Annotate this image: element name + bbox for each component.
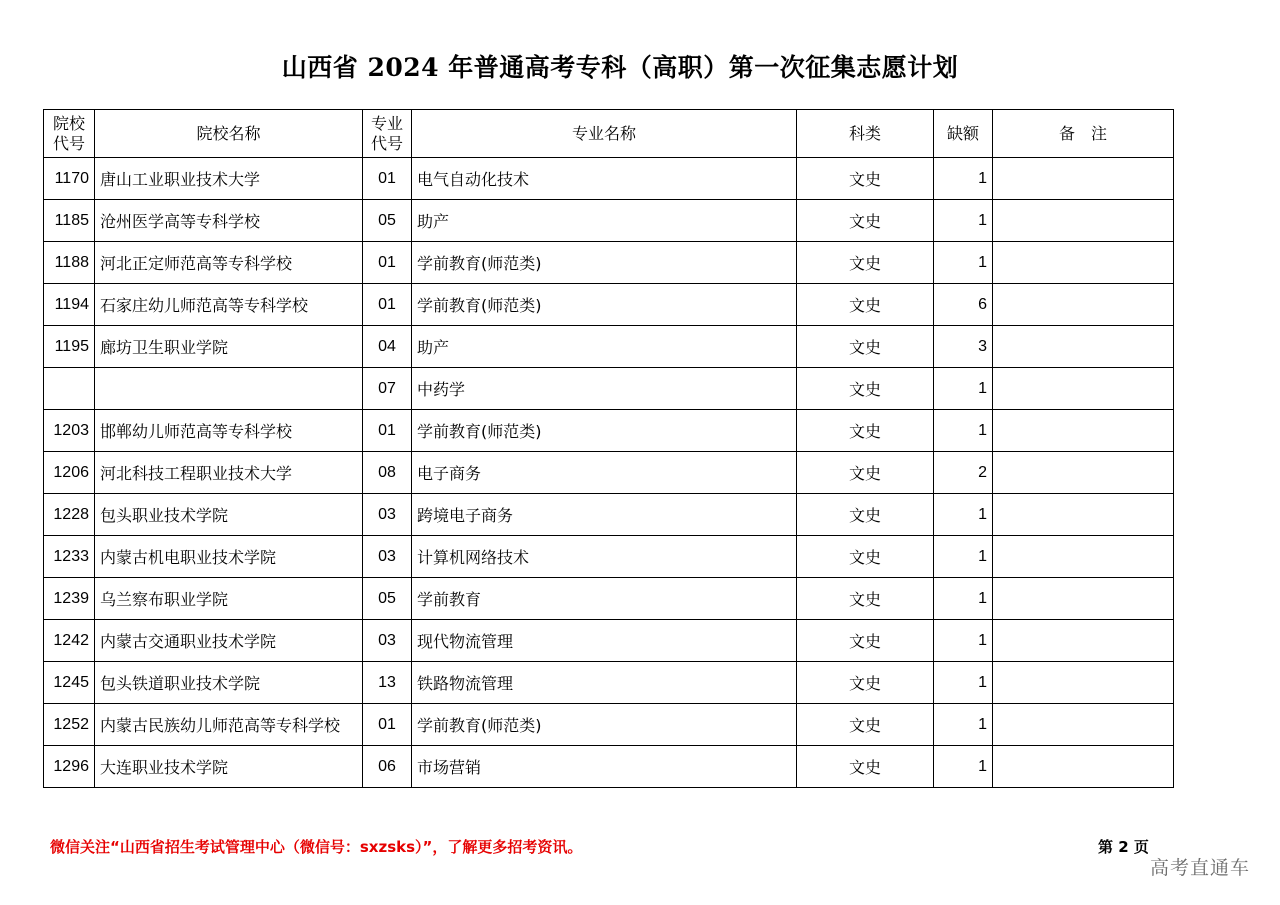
school-code-cell: 1239	[44, 578, 95, 620]
notes-cell	[993, 578, 1174, 620]
school-name-cell: 内蒙古机电职业技术学院	[95, 536, 363, 578]
school-code-cell: 1185	[44, 200, 95, 242]
subject-cell: 文史	[797, 620, 934, 662]
notes-cell	[993, 494, 1174, 536]
school-code-cell: 1252	[44, 704, 95, 746]
vacancies-cell: 1	[934, 620, 993, 662]
school-code-cell: 1195	[44, 326, 95, 368]
school-code-cell: 1296	[44, 746, 95, 788]
major-name-cell: 学前教育(师范类)	[412, 242, 797, 284]
wechat-notice: 微信关注“山西省招生考试管理中心（微信号：sxzsks）”，了解更多招考资讯。	[50, 838, 583, 856]
school-code-cell: 1206	[44, 452, 95, 494]
vacancies-cell: 6	[934, 284, 993, 326]
subject-cell: 文史	[797, 536, 934, 578]
school-name-cell: 石家庄幼儿师范高等专科学校	[95, 284, 363, 326]
school-name-cell: 包头职业技术学院	[95, 494, 363, 536]
notes-cell	[993, 368, 1174, 410]
notes-cell	[993, 620, 1174, 662]
major-name-cell: 跨境电子商务	[412, 494, 797, 536]
school-name-cell: 乌兰察布职业学院	[95, 578, 363, 620]
school-name-cell: 河北科技工程职业技术大学	[95, 452, 363, 494]
major-name-cell: 助产	[412, 326, 797, 368]
notes-cell	[993, 158, 1174, 200]
school-name-cell: 包头铁道职业技术学院	[95, 662, 363, 704]
table-row	[44, 494, 1174, 536]
school-name-cell: 内蒙古交通职业技术学院	[95, 620, 363, 662]
school-code-cell: 1203	[44, 410, 95, 452]
subject-cell: 文史	[797, 452, 934, 494]
header-major-name: 专业名称	[412, 110, 797, 158]
major-code-cell: 13	[363, 662, 412, 704]
watermark: 高考直通车	[1149, 857, 1250, 879]
header-subject: 科类	[797, 110, 934, 158]
major-name-cell: 学前教育(师范类)	[412, 704, 797, 746]
major-code-cell: 04	[363, 326, 412, 368]
vacancies-cell: 1	[934, 746, 993, 788]
subject-cell: 文史	[797, 242, 934, 284]
vacancies-cell: 1	[934, 662, 993, 704]
enrollment-plan-table	[43, 109, 1174, 788]
table-row	[44, 284, 1174, 326]
school-code-cell: 1170	[44, 158, 95, 200]
page-title: 山西省 2024 年普通高考专科（高职）第一次征集志愿计划	[281, 53, 959, 82]
school-name-cell: 大连职业技术学院	[95, 746, 363, 788]
school-name-cell: 内蒙古民族幼儿师范高等专科学校	[95, 704, 363, 746]
school-code-cell: 1228	[44, 494, 95, 536]
major-code-cell: 03	[363, 536, 412, 578]
vacancies-cell: 1	[934, 242, 993, 284]
vacancies-cell: 1	[934, 158, 993, 200]
school-code-cell: 1194	[44, 284, 95, 326]
school-name-cell: 河北正定师范高等专科学校	[95, 242, 363, 284]
vacancies-cell: 2	[934, 452, 993, 494]
vacancies-cell: 1	[934, 578, 993, 620]
vacancies-cell: 1	[934, 536, 993, 578]
major-code-cell: 01	[363, 158, 412, 200]
subject-cell: 文史	[797, 410, 934, 452]
major-name-cell: 学前教育(师范类)	[412, 410, 797, 452]
header-major-code: 专业代号	[363, 110, 412, 158]
school-code-cell: 1233	[44, 536, 95, 578]
subject-cell: 文史	[797, 284, 934, 326]
subject-cell: 文史	[797, 368, 934, 410]
header-school-code: 院校代号	[44, 110, 95, 158]
subject-cell: 文史	[797, 200, 934, 242]
table-row	[44, 326, 1174, 368]
header-school-name: 院校名称	[95, 110, 363, 158]
vacancies-cell: 1	[934, 368, 993, 410]
table-row	[44, 410, 1174, 452]
header-row	[44, 110, 1174, 158]
notes-cell	[993, 284, 1174, 326]
major-code-cell: 01	[363, 242, 412, 284]
major-code-cell: 01	[363, 284, 412, 326]
subject-cell: 文史	[797, 578, 934, 620]
vacancies-cell: 1	[934, 410, 993, 452]
table-row	[44, 662, 1174, 704]
notes-cell	[993, 452, 1174, 494]
major-code-cell: 01	[363, 410, 412, 452]
school-code-cell: 1242	[44, 620, 95, 662]
major-name-cell: 中药学	[412, 368, 797, 410]
table-row	[44, 746, 1174, 788]
major-name-cell: 电气自动化技术	[412, 158, 797, 200]
table-row	[44, 200, 1174, 242]
notes-cell	[993, 410, 1174, 452]
subject-cell: 文史	[797, 158, 934, 200]
table-row	[44, 158, 1174, 200]
school-code-cell	[44, 368, 95, 410]
table-row	[44, 578, 1174, 620]
table-row	[44, 452, 1174, 494]
notes-cell	[993, 662, 1174, 704]
major-name-cell: 计算机网络技术	[412, 536, 797, 578]
major-name-cell: 市场营销	[412, 746, 797, 788]
notes-cell	[993, 326, 1174, 368]
vacancies-cell: 1	[934, 200, 993, 242]
school-name-cell: 廊坊卫生职业学院	[95, 326, 363, 368]
major-name-cell: 助产	[412, 200, 797, 242]
school-code-cell: 1245	[44, 662, 95, 704]
notes-cell	[993, 704, 1174, 746]
subject-cell: 文史	[797, 662, 934, 704]
table-row	[44, 704, 1174, 746]
table-header	[44, 110, 1174, 158]
major-code-cell: 08	[363, 452, 412, 494]
vacancies-cell: 1	[934, 704, 993, 746]
header-notes: 备 注	[993, 110, 1174, 158]
major-name-cell: 学前教育	[412, 578, 797, 620]
table-body	[44, 158, 1174, 788]
subject-cell: 文史	[797, 494, 934, 536]
notes-cell	[993, 536, 1174, 578]
major-code-cell: 03	[363, 620, 412, 662]
table-row	[44, 242, 1174, 284]
subject-cell: 文史	[797, 704, 934, 746]
major-name-cell: 铁路物流管理	[412, 662, 797, 704]
vacancies-cell: 1	[934, 494, 993, 536]
notes-cell	[993, 200, 1174, 242]
major-code-cell: 01	[363, 704, 412, 746]
major-code-cell: 05	[363, 578, 412, 620]
subject-cell: 文史	[797, 326, 934, 368]
page-number: 第 2 页	[1098, 838, 1149, 856]
school-name-cell	[95, 368, 363, 410]
school-name-cell: 邯郸幼儿师范高等专科学校	[95, 410, 363, 452]
major-name-cell: 现代物流管理	[412, 620, 797, 662]
vacancies-cell: 3	[934, 326, 993, 368]
notes-cell	[993, 746, 1174, 788]
notes-cell	[993, 242, 1174, 284]
school-code-cell: 1188	[44, 242, 95, 284]
major-code-cell: 06	[363, 746, 412, 788]
table-row	[44, 536, 1174, 578]
header-vacancies: 缺额	[934, 110, 993, 158]
table-row	[44, 368, 1174, 410]
major-name-cell: 电子商务	[412, 452, 797, 494]
major-code-cell: 05	[363, 200, 412, 242]
table-row	[44, 620, 1174, 662]
school-name-cell: 沧州医学高等专科学校	[95, 200, 363, 242]
subject-cell: 文史	[797, 746, 934, 788]
major-code-cell: 07	[363, 368, 412, 410]
major-name-cell: 学前教育(师范类)	[412, 284, 797, 326]
major-code-cell: 03	[363, 494, 412, 536]
school-name-cell: 唐山工业职业技术大学	[95, 158, 363, 200]
